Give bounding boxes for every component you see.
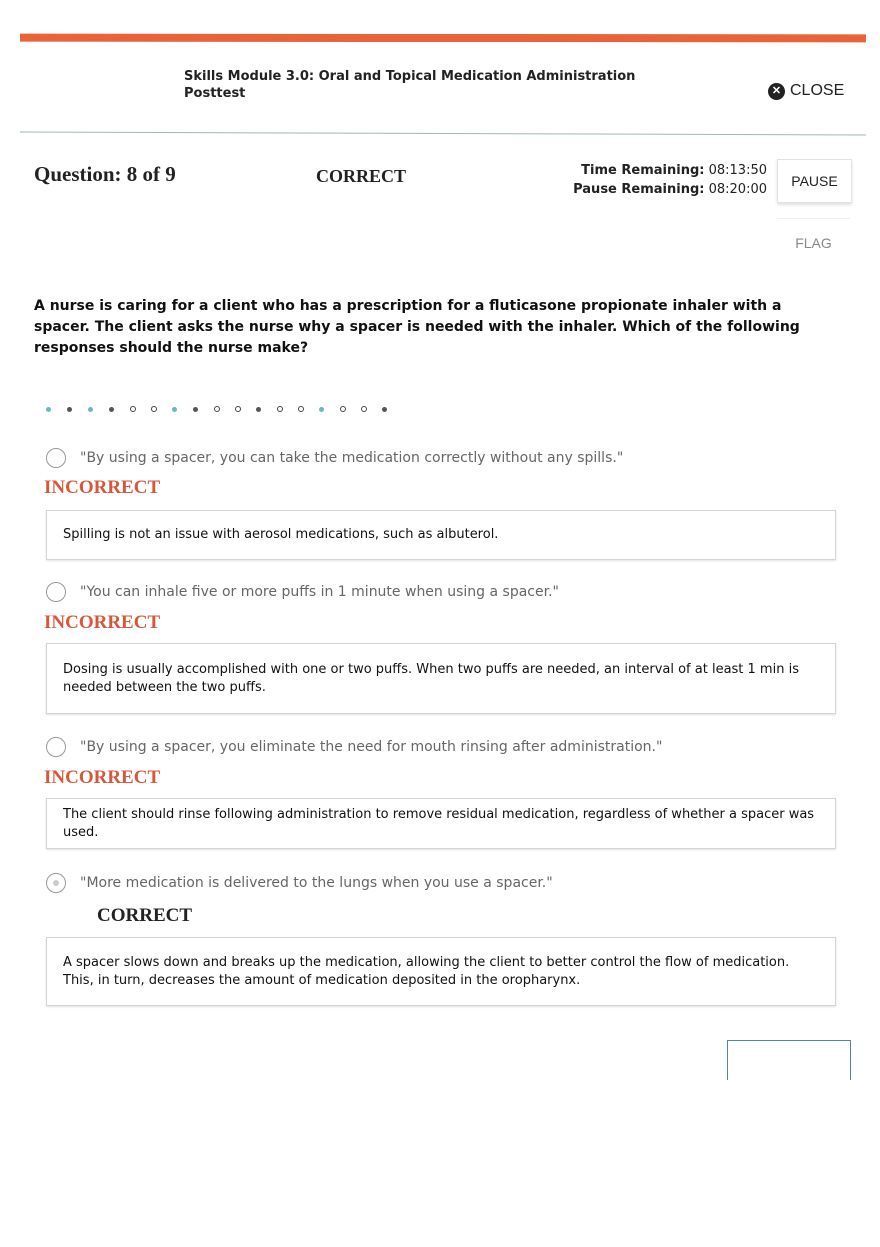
radio-button-selected[interactable]: [46, 873, 66, 893]
question-counter: Question: 8 of 9: [34, 162, 176, 186]
close-circle-icon: ✕: [768, 83, 785, 100]
close-button[interactable]: [768, 81, 844, 101]
rationale-box: A spacer slows down and breaks up the medication, allowing the client to better control the flow of medication. This, in turn, decreases the amount of medication deposited in the oropharynx.: [46, 937, 836, 1006]
answer-option-1[interactable]: [46, 446, 623, 470]
top-accent-bar: [20, 34, 866, 43]
option-text: "You can inhale five or more puffs in 1 minute when using a spacer.": [80, 584, 559, 600]
radio-button[interactable]: [46, 448, 66, 468]
next-button[interactable]: [727, 1040, 851, 1080]
progress-dot-12[interactable]: [269, 402, 290, 416]
progress-dot-11[interactable]: [248, 402, 269, 416]
radio-button[interactable]: [46, 737, 66, 757]
option-text: "More medication is delivered to the lungs when you use a spacer.": [80, 875, 553, 891]
progress-dot-1[interactable]: [38, 402, 59, 416]
progress-dot-6[interactable]: [143, 402, 164, 416]
option-text: "By using a spacer, you eliminate the need for mouth rinsing after administration.": [80, 739, 663, 755]
pause-remaining: Pause Remaining: 08:20:00: [573, 182, 767, 197]
progress-dot-2[interactable]: [59, 402, 80, 416]
question-progress-dots: [38, 402, 395, 416]
verdict-label: INCORRECT: [44, 767, 161, 788]
rationale-box: Dosing is usually accomplished with one or two puffs. When two puffs are needed, an interval of at least 1 min is needed between the two puffs.: [46, 643, 836, 714]
rationale-box: Spilling is not an issue with aerosol medications, such as albuterol.: [46, 510, 836, 560]
progress-dot-4[interactable]: [101, 402, 122, 416]
option-text: "By using a spacer, you can take the medication correctly without any spills.": [80, 450, 624, 466]
answer-option-3[interactable]: [46, 735, 662, 759]
result-status: CORRECT: [316, 166, 407, 186]
answer-option-4[interactable]: [46, 871, 553, 895]
progress-dot-15[interactable]: [332, 402, 353, 416]
progress-dot-14[interactable]: [311, 402, 332, 416]
answer-option-2[interactable]: [46, 580, 559, 604]
radio-button[interactable]: [46, 582, 66, 602]
flag-button[interactable]: FLAG: [777, 218, 850, 267]
verdict-label: INCORRECT: [44, 477, 161, 498]
module-title: Skills Module 3.0: Oral and Topical Medication Administration Posttest: [184, 69, 636, 101]
question-stem: A nurse is caring for a client who has a prescription for a fluticasone propionate inhaler with a spacer. The client asks the nurse why a spacer is needed with the inhaler. Which of the following responses should the nurse make?: [34, 298, 800, 356]
pause-button[interactable]: PAUSE: [777, 159, 852, 203]
time-remaining: Time Remaining: 08:13:50: [581, 163, 767, 178]
close-label: CLOSE: [790, 82, 845, 99]
progress-dot-3[interactable]: [80, 402, 101, 416]
progress-dot-10[interactable]: [227, 402, 248, 416]
progress-dot-17[interactable]: [374, 402, 395, 416]
progress-dot-5[interactable]: [122, 402, 143, 416]
progress-dot-16[interactable]: [353, 402, 374, 416]
progress-dot-8[interactable]: [185, 402, 206, 416]
header-divider: [20, 132, 866, 136]
verdict-label: INCORRECT: [44, 612, 161, 633]
progress-dot-13[interactable]: [290, 402, 311, 416]
timers: [560, 161, 767, 199]
progress-dot-7[interactable]: [164, 402, 185, 416]
progress-dot-9[interactable]: [206, 402, 227, 416]
verdict-label: CORRECT: [97, 905, 193, 926]
rationale-box: The client should rinse following administration to remove residual medication, regardless of whether a spacer was used.: [46, 798, 836, 849]
